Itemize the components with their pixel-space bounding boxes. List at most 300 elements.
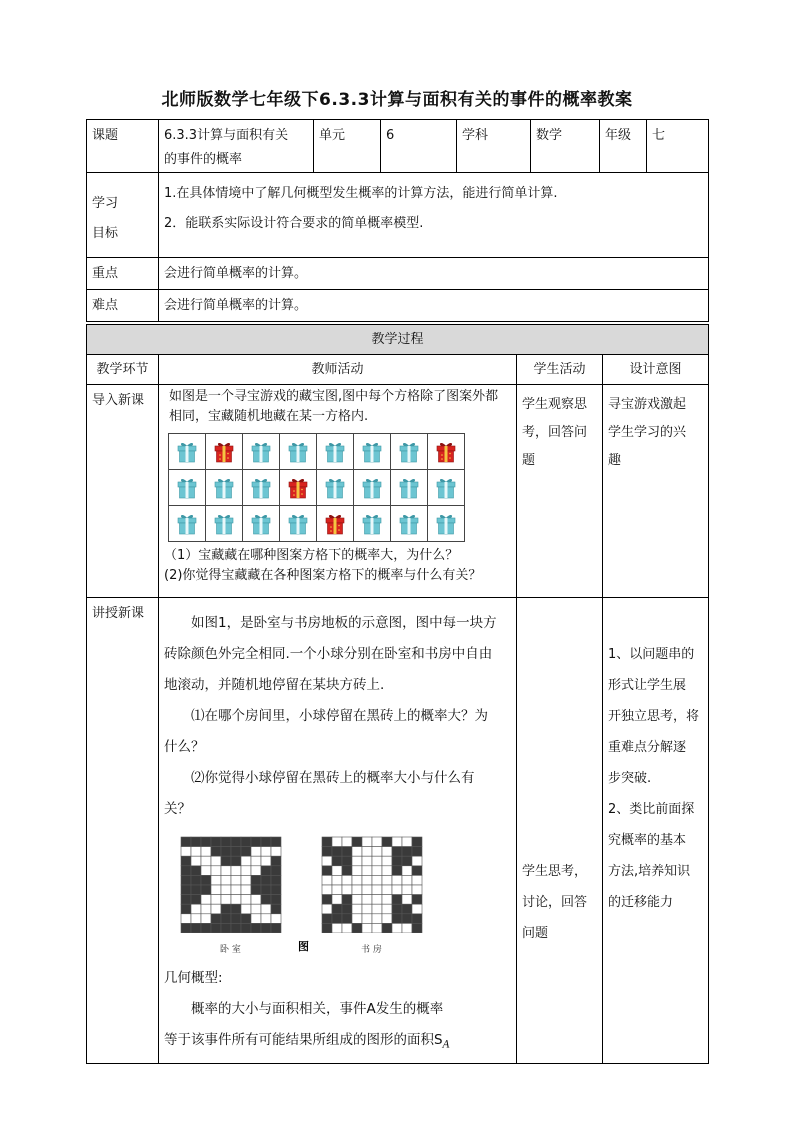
- bedroom-tile: [261, 837, 271, 847]
- bedroom-tile: [231, 875, 241, 885]
- study-tile: [402, 847, 412, 857]
- lecture-intent-line5: 步突破.: [608, 771, 652, 786]
- study-tile: [382, 885, 392, 895]
- study-tile: [342, 904, 352, 914]
- study-tile: [362, 885, 372, 895]
- bedroom-tile: [241, 837, 251, 847]
- study-tile: [402, 914, 412, 924]
- study-tile: [402, 885, 412, 895]
- red-gift-icon: [280, 470, 317, 506]
- study-tile: [362, 847, 372, 857]
- study-tile: [322, 837, 332, 847]
- teal-gift-icon: [317, 434, 354, 470]
- bedroom-tile: [231, 914, 241, 924]
- bedroom-tile: [241, 856, 251, 866]
- bedroom-tile: [271, 923, 281, 933]
- study-tile: [412, 847, 422, 857]
- goals-label: [87, 173, 159, 258]
- bedroom-tile: [181, 856, 191, 866]
- topic-label: 课题: [87, 120, 159, 173]
- study-tile: [382, 875, 392, 885]
- bedroom-tile: [211, 923, 221, 933]
- bedroom-tile: [251, 837, 261, 847]
- bedroom-tile: [271, 885, 281, 895]
- intro-text: 如图是一个寻宝游戏的藏宝图,图中每个方格除了图案外都相同，宝藏随机地藏在某一方格内.: [169, 389, 499, 424]
- bedroom-tile: [251, 923, 261, 933]
- study-tile: [332, 895, 342, 905]
- unit-label: 单元: [314, 120, 381, 173]
- study-tile: [392, 885, 402, 895]
- geo-line1: 概率的大小与面积相关，事件A发生的概率: [191, 1001, 444, 1017]
- lecture-p1-line2: 砖除颜色外完全相同.一个小球分别在卧室和书房中自由: [164, 646, 493, 662]
- bedroom-tile: [261, 914, 271, 924]
- header-stage: 教学环节: [87, 355, 159, 385]
- bedroom-tile: [241, 904, 251, 914]
- bedroom-tile: [261, 923, 271, 933]
- lecture-student-line2: 讨论，回答: [522, 895, 588, 910]
- study-tile: [372, 837, 382, 847]
- info-table: [86, 119, 709, 322]
- bedroom-tile: [231, 866, 241, 876]
- bedroom-tile: [191, 875, 201, 885]
- intro-q1: （1）宝藏藏在哪种图案方格下的概率大，为什么？: [164, 548, 459, 563]
- bedroom-tile: [241, 866, 251, 876]
- study-tile: [412, 837, 422, 847]
- study-tile: [412, 895, 422, 905]
- study-tile: [402, 866, 412, 876]
- teal-gift-icon: [354, 506, 391, 542]
- lecture-p1-line1: 如图1，是卧室与书房地板的示意图，图中每一块方: [191, 615, 497, 631]
- key-label: 重点: [87, 258, 159, 290]
- bedroom-tile: [201, 866, 211, 876]
- study-tile: [382, 914, 392, 924]
- difficulty-value: 会进行简单概率的计算。: [159, 290, 709, 322]
- lecture-intent-line8: 方法,培养知识: [608, 864, 691, 879]
- study-tile: [362, 895, 372, 905]
- goals-content: [159, 173, 709, 258]
- bedroom-tile: [201, 904, 211, 914]
- bedroom-tile: [201, 914, 211, 924]
- bedroom-tile: [181, 866, 191, 876]
- subject-value: 数学: [531, 120, 600, 173]
- study-tile: [342, 837, 352, 847]
- study-tile: [352, 847, 362, 857]
- goal-item-2: 2．能联系实际设计符合要求的简单概率模型.: [164, 216, 424, 231]
- bedroom-tile: [241, 895, 251, 905]
- study-tile: [392, 904, 402, 914]
- study-tile: [372, 914, 382, 924]
- study-tile: [412, 866, 422, 876]
- study-caption: 书 房: [361, 945, 382, 955]
- geo-line2: [164, 1025, 511, 1061]
- red-gift-icon: [317, 506, 354, 542]
- bedroom-tile: [251, 914, 261, 924]
- intro-intent-line2: 学生学习的兴: [608, 425, 687, 440]
- bedroom-tile: [191, 895, 201, 905]
- study-tile: [322, 847, 332, 857]
- bedroom-tile: [271, 904, 281, 914]
- bedroom-tile: [221, 837, 231, 847]
- bedroom-tile: [201, 923, 211, 933]
- bedroom-caption: 卧 室: [220, 945, 241, 955]
- study-tile: [322, 914, 332, 924]
- goal-item-1: 1.在具体情境中了解几何概型发生概率的计算方法，能进行简单计算.: [164, 186, 558, 201]
- topic-line1: 6.3.3计算与面积有关: [164, 128, 289, 143]
- process-title: 教学过程: [87, 325, 709, 355]
- study-tile: [402, 895, 412, 905]
- study-tile: [332, 837, 342, 847]
- bedroom-tile: [181, 904, 191, 914]
- teal-gift-icon: [428, 470, 465, 506]
- intro-q2: (2)你觉得宝藏藏在各种图案方格下的概率与什么有关？: [164, 568, 482, 583]
- bedroom-tile: [191, 923, 201, 933]
- study-tile: [362, 904, 372, 914]
- bedroom-tile: [211, 895, 221, 905]
- bedroom-tile: [191, 837, 201, 847]
- teal-gift-icon: [354, 470, 391, 506]
- lecture-intent-line2: 形式让学生展: [608, 678, 687, 693]
- study-tile: [372, 875, 382, 885]
- intro-intent-line1: 寻宝游戏激起: [608, 397, 687, 412]
- study-tile: [392, 847, 402, 857]
- bedroom-tile: [271, 895, 281, 905]
- study-tile: [372, 847, 382, 857]
- red-gift-icon: [428, 434, 465, 470]
- header-teacher: 教师活动: [159, 355, 517, 385]
- bedroom-tile: [181, 875, 191, 885]
- geo-subscript: A: [442, 1039, 450, 1051]
- study-tile: [392, 837, 402, 847]
- study-tile: [332, 847, 342, 857]
- bedroom-tile: [271, 856, 281, 866]
- process-table: [86, 324, 709, 1064]
- study-tile: [392, 856, 402, 866]
- teal-gift-icon: [280, 506, 317, 542]
- bedroom-tile: [191, 914, 201, 924]
- study-tile: [342, 885, 352, 895]
- study-tile: [322, 904, 332, 914]
- study-tile: [352, 866, 362, 876]
- red-gift-icon: [206, 434, 243, 470]
- geo-title: 几何概型:: [164, 970, 223, 986]
- difficulty-label: 难点: [87, 290, 159, 322]
- bedroom-tile: [231, 885, 241, 895]
- lecture-student-line1: 学生思考，: [522, 864, 588, 879]
- lecture-q1-line1: ⑴在哪个房间里，小球停留在黑砖上的概率大？为: [191, 708, 488, 724]
- unit-value: 6: [381, 120, 457, 173]
- study-tile: [352, 914, 362, 924]
- bedroom-tile: [191, 866, 201, 876]
- study-tile: [332, 904, 342, 914]
- lecture-intent: [603, 598, 709, 1064]
- teal-gift-icon: [428, 506, 465, 542]
- bedroom-tile: [241, 885, 251, 895]
- bedroom-tile: [251, 847, 261, 857]
- lecture-intent-line9: 的迁移能力: [608, 895, 674, 910]
- study-tile: [362, 914, 372, 924]
- study-tile: [352, 904, 362, 914]
- geo-line2-text: 等于该事件所有可能结果所组成的图形的面积S: [164, 1032, 443, 1048]
- teal-gift-icon: [243, 506, 280, 542]
- study-tile: [372, 885, 382, 895]
- study-tile: [332, 885, 342, 895]
- teal-gift-icon: [354, 434, 391, 470]
- bedroom-tile: [201, 837, 211, 847]
- bedroom-tile: [211, 885, 221, 895]
- bedroom-tile: [251, 895, 261, 905]
- study-tile: [412, 904, 422, 914]
- study-tile: [372, 904, 382, 914]
- header-intent: 设计意图: [603, 355, 709, 385]
- teal-gift-icon: [391, 506, 428, 542]
- teal-gift-icon: [169, 506, 206, 542]
- bedroom-tile: [221, 847, 231, 857]
- study-tile: [352, 923, 362, 933]
- goals-label-line1: 学习: [92, 196, 119, 211]
- subject-label: 学科: [457, 120, 531, 173]
- bedroom-tile: [271, 837, 281, 847]
- teal-gift-icon: [243, 434, 280, 470]
- bedroom-tile: [191, 904, 201, 914]
- study-tile: [392, 923, 402, 933]
- study-tile: [382, 866, 392, 876]
- bedroom-tile: [271, 914, 281, 924]
- bedroom-tile: [191, 856, 201, 866]
- bedroom-tile: [221, 866, 231, 876]
- bedroom-tile: [191, 885, 201, 895]
- bedroom-tile: [181, 885, 191, 895]
- bedroom-tile: [231, 856, 241, 866]
- study-tile: [392, 866, 402, 876]
- header-student: 学生活动: [517, 355, 603, 385]
- bedroom-tile: [211, 866, 221, 876]
- teal-gift-icon: [391, 470, 428, 506]
- bedroom-tile: [241, 914, 251, 924]
- lecture-student-line3: 问题: [522, 926, 549, 941]
- goals-label-line2: 目标: [92, 226, 119, 241]
- bedroom-tile: [231, 895, 241, 905]
- bedroom-tile: [251, 856, 261, 866]
- study-tile: [382, 847, 392, 857]
- study-tile: [342, 895, 352, 905]
- study-tile: [342, 923, 352, 933]
- bedroom-tile: [211, 875, 221, 885]
- bedroom-tile: [251, 904, 261, 914]
- figure-label: 图: [298, 940, 309, 953]
- teal-gift-icon: [206, 506, 243, 542]
- teal-gift-icon: [169, 434, 206, 470]
- study-tile: [352, 837, 362, 847]
- lecture-q2-line2: 关？: [164, 801, 191, 817]
- study-tile: [382, 923, 392, 933]
- bedroom-tile: [211, 847, 221, 857]
- lecture-q2-line1: ⑵你觉得小球停留在黑砖上的概率大小与什么有: [191, 770, 475, 786]
- study-tile: [322, 866, 332, 876]
- bedroom-tile: [191, 847, 201, 857]
- bedroom-tile: [201, 875, 211, 885]
- key-value: 会进行简单概率的计算。: [159, 258, 709, 290]
- study-tile: [392, 875, 402, 885]
- study-tile: [362, 875, 372, 885]
- bedroom-tile: [211, 914, 221, 924]
- bedroom-tile: [261, 904, 271, 914]
- intro-intent-line3: 趣: [608, 453, 622, 468]
- study-tile: [362, 837, 372, 847]
- study-tile: [412, 914, 422, 924]
- bedroom-tile: [211, 837, 221, 847]
- bedroom-tile: [221, 904, 231, 914]
- teal-gift-icon: [317, 470, 354, 506]
- study-tile: [322, 856, 332, 866]
- lecture-intent-line1: 1、以问题串的: [608, 647, 695, 662]
- lecture-teacher: [159, 598, 517, 1064]
- study-tile: [332, 866, 342, 876]
- study-tile: [342, 847, 352, 857]
- lecture-p1-line3: 地滚动，并随机地停留在某块方砖上.: [164, 677, 385, 693]
- bedroom-tile: [231, 923, 241, 933]
- teal-gift-icon: [206, 470, 243, 506]
- intro-student: [517, 385, 603, 598]
- study-tile: [352, 875, 362, 885]
- study-tile: [402, 875, 412, 885]
- bedroom-tile: [221, 895, 231, 905]
- study-tile: [352, 895, 362, 905]
- study-tile: [322, 885, 332, 895]
- bedroom-tile: [201, 895, 211, 905]
- study-tile: [332, 914, 342, 924]
- teal-gift-icon: [391, 434, 428, 470]
- study-tile: [412, 875, 422, 885]
- bedroom-tile: [251, 866, 261, 876]
- bedroom-tile: [271, 875, 281, 885]
- intro-student-line1: 学生观察思: [522, 397, 588, 412]
- study-floor: [320, 835, 428, 933]
- bedroom-tile: [181, 847, 191, 857]
- study-tile: [362, 856, 372, 866]
- study-tile: [322, 923, 332, 933]
- lecture-stage: 讲授新课: [87, 598, 159, 1064]
- study-tile: [402, 904, 412, 914]
- study-tile: [342, 856, 352, 866]
- bedroom-tile: [221, 914, 231, 924]
- study-tile: [332, 923, 342, 933]
- bedroom-tile: [221, 885, 231, 895]
- bedroom-tile: [241, 847, 251, 857]
- study-tile: [322, 895, 332, 905]
- study-tile: [342, 875, 352, 885]
- bedroom-tile: [181, 895, 191, 905]
- study-tile: [382, 837, 392, 847]
- topic-line2: 的事件的概率: [164, 152, 243, 167]
- bedroom-tile: [261, 875, 271, 885]
- study-tile: [372, 923, 382, 933]
- study-tile: [352, 885, 362, 895]
- bedroom-tile: [271, 847, 281, 857]
- study-tile: [412, 885, 422, 895]
- study-tile: [412, 923, 422, 933]
- lecture-intent-line3: 开独立思考，将: [608, 709, 700, 724]
- teal-gift-icon: [280, 434, 317, 470]
- study-tile: [342, 866, 352, 876]
- study-tile: [332, 856, 342, 866]
- lecture-intent-line4: 重难点分解逐: [608, 740, 687, 755]
- study-tile: [382, 895, 392, 905]
- bedroom-floor: [179, 835, 287, 933]
- lecture-intent-line7: 究概率的基本: [608, 833, 687, 848]
- bedroom-tile: [241, 875, 251, 885]
- study-tile: [322, 875, 332, 885]
- study-tile: [382, 856, 392, 866]
- study-tile: [372, 866, 382, 876]
- bedroom-tile: [261, 885, 271, 895]
- teal-gift-icon: [169, 470, 206, 506]
- study-tile: [342, 914, 352, 924]
- lecture-intent-line6: 2、类比前面探: [608, 802, 695, 817]
- study-tile: [392, 895, 402, 905]
- bedroom-tile: [271, 866, 281, 876]
- page-title: 北师版数学七年级下6.3.3计算与面积有关的事件的概率教案: [161, 90, 633, 110]
- study-tile: [402, 923, 412, 933]
- bedroom-tile: [231, 847, 241, 857]
- bedroom-tile: [221, 875, 231, 885]
- grade-value: 七: [647, 120, 709, 173]
- bedroom-tile: [211, 856, 221, 866]
- study-tile: [352, 856, 362, 866]
- bedroom-tile: [201, 856, 211, 866]
- study-tile: [382, 904, 392, 914]
- bedroom-tile: [181, 923, 191, 933]
- bedroom-tile: [181, 837, 191, 847]
- bedroom-tile: [201, 885, 211, 895]
- bedroom-tile: [221, 923, 231, 933]
- intro-student-line3: 题: [522, 453, 536, 468]
- intro-stage: 导入新课: [87, 385, 159, 598]
- study-tile: [362, 866, 372, 876]
- bedroom-tile: [261, 847, 271, 857]
- study-tile: [362, 923, 372, 933]
- bedroom-tile: [251, 875, 261, 885]
- study-tile: [392, 914, 402, 924]
- treasure-map: [168, 433, 465, 542]
- bedroom-tile: [231, 837, 241, 847]
- bedroom-tile: [221, 856, 231, 866]
- intro-student-line2: 考，回答问: [522, 425, 588, 440]
- bedroom-tile: [251, 885, 261, 895]
- bedroom-tile: [261, 856, 271, 866]
- intro-intent: [603, 385, 709, 598]
- bedroom-tile: [231, 904, 241, 914]
- intro-teacher: [159, 385, 517, 598]
- bedroom-tile: [241, 923, 251, 933]
- study-tile: [372, 856, 382, 866]
- study-tile: [332, 875, 342, 885]
- grade-label: 年级: [600, 120, 647, 173]
- bedroom-tile: [201, 847, 211, 857]
- lecture-student: [517, 598, 603, 1064]
- study-tile: [372, 895, 382, 905]
- study-tile: [402, 837, 412, 847]
- bedroom-tile: [261, 866, 271, 876]
- bedroom-tile: [181, 914, 191, 924]
- lecture-q1-line2: 什么？: [164, 739, 205, 755]
- floor-figure: [164, 833, 511, 963]
- teal-gift-icon: [243, 470, 280, 506]
- bedroom-tile: [261, 895, 271, 905]
- study-tile: [412, 856, 422, 866]
- bedroom-tile: [211, 904, 221, 914]
- study-tile: [402, 856, 412, 866]
- topic-value: [159, 120, 314, 173]
